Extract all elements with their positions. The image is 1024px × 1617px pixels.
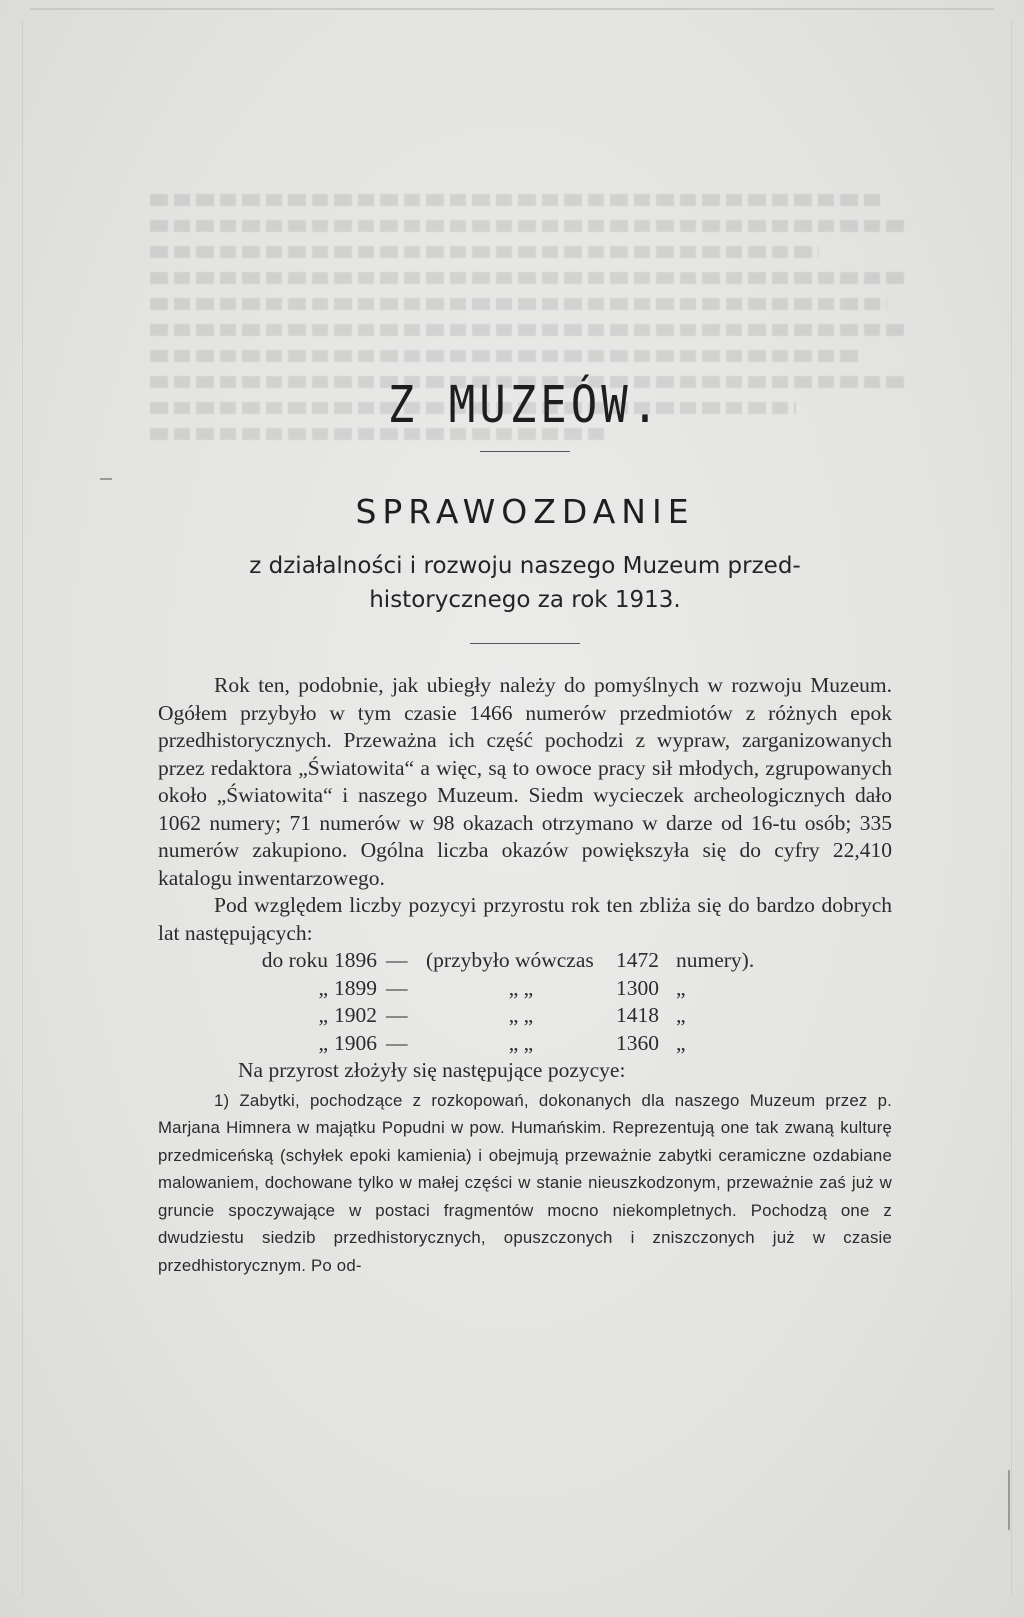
- row-note: „ „: [508, 1003, 534, 1027]
- subheading-line-2: historycznego za rok 1913.: [369, 587, 681, 613]
- section-title: Z MUZEÓW.: [387, 376, 663, 435]
- page-top-edge: [30, 8, 994, 10]
- row-prefix: do roku: [261, 948, 328, 972]
- row-prefix: „: [318, 1003, 328, 1027]
- row-suffix: „: [676, 1030, 686, 1055]
- page-right-edge: [1011, 20, 1012, 1597]
- row-prefix: „: [318, 975, 328, 1000]
- article: [158, 376, 892, 1279]
- row-year: 1902: [334, 1003, 377, 1027]
- row-note: „ „: [508, 975, 534, 1000]
- heading-divider: [470, 643, 580, 644]
- positions-intro: Na przyrost złożyły się następujące pozycye:: [238, 1058, 626, 1082]
- row-year: 1896: [334, 948, 377, 972]
- row-dash: —: [386, 948, 408, 972]
- row-count: 1360: [616, 1030, 659, 1055]
- paragraph-2: Pod względem liczby pozycyi przyrostu rok ten zbliża się do bardzo dobrych lat następujących:: [158, 893, 892, 945]
- table-row: [158, 1002, 892, 1030]
- subheading-line-1: z działalności i rozwoju naszego Muzeum przed-: [249, 553, 801, 579]
- page-left-edge: [22, 20, 23, 1597]
- row-suffix: „: [676, 1003, 686, 1027]
- row-count: 1300: [616, 975, 659, 1000]
- scan-speck: [1008, 1470, 1010, 1530]
- table-row: [158, 947, 892, 975]
- paragraph-1: Rok ten, podobnie, jak ubiegły należy do pomyślnych w rozwoju Muzeum. Ogółem przybyło w tym czasie 1466 numerów przedmiotów z różnych epok przedhistorycznych. Przeważna ich część pochodzi z wypraw, zarganizowanych przez redaktora „Światowita“ a więc, są to owoce pracy sił młodych, zgrupowanych około „Światowita“ i naszego Muzeum. Siedm wycieczek archeologicznych dało 1062 numery; 71 numerów w 98 okazach otrzymano w darze od 16-tu osób; 335 numerów zakupiono. Ogólna liczba okazów powiększyła się do cyfry 22,410 katalogu inwentarzowego.: [158, 673, 892, 890]
- table-row: [158, 975, 892, 1003]
- item-1: 1) Zabytki, pochodzące z rozkopowań, dokonanych dla naszego Muzeum przez p. Marjana Himnera w majątku Popudni w pow. Humańskim. Reprezentują one tak zwaną kulturę przedmiceńską (schyłek epoki kamienia) i obejmują przeważnie zabytki ceramiczne ozdabiane malowaniem, dochowane tylko w małej części w stanie nieuszkodzonym, przeważnie zaś już w gruncie spoczywające w postaci fragmentów mocno niekompletnych. Pochodzą one z dwudziestu siedzib przedhistorycznych, opuszczonych i zniszczonych już w czasie przedhistorycznym. Po od-: [158, 1090, 892, 1275]
- row-count: 1472: [616, 948, 659, 972]
- row-suffix: numery).: [676, 948, 755, 972]
- row-prefix: „: [318, 1030, 328, 1055]
- row-year: 1899: [334, 975, 377, 1000]
- years-table: [158, 947, 892, 1057]
- row-note: (przybyło wówczas: [426, 948, 594, 972]
- row-dash: —: [386, 975, 408, 1000]
- row-year: 1906: [334, 1030, 377, 1055]
- row-dash: —: [386, 1003, 408, 1027]
- row-dash: —: [386, 1030, 408, 1055]
- title-divider: [480, 451, 570, 452]
- report-subheading: [158, 549, 892, 617]
- row-suffix: „: [676, 975, 686, 1000]
- row-note: „ „: [508, 1030, 534, 1055]
- scan-speck: [100, 478, 112, 480]
- report-heading: SPRAWOZDANIE: [355, 492, 695, 531]
- table-row: [158, 1030, 892, 1058]
- row-count: 1418: [616, 1003, 659, 1027]
